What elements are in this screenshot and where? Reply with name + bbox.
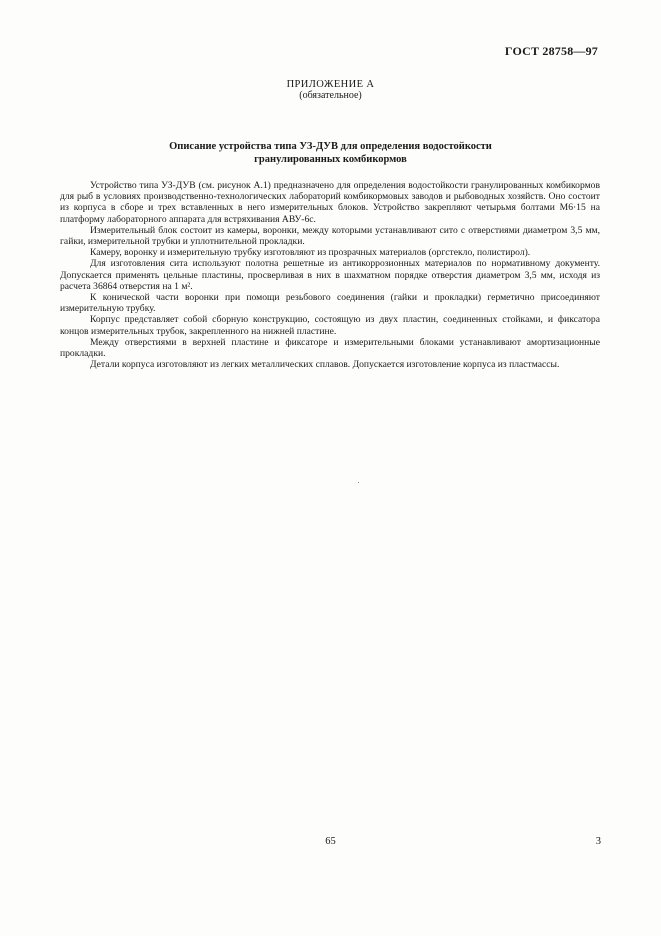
paragraph: Для изготовления сита используют полотна решетные из антикоррозионных материалов по нормативному документу. Допускается применять цельные пластины, просверливая в них в шахматном порядке отверстия диаметром 3,5 мм, исходя из расчета 36864 отверстия на 1 м². [60, 258, 600, 292]
paragraph: Камеру, воронку и измерительную трубку изготовляют из прозрачных материалов (оргстекло, полистирол). [90, 247, 531, 259]
paragraph: Измерительный блок состоит из камеры, воронки, между которыми устанавливают сито с отверстиями диаметром 3,5 мм, гайки, измерительной трубки и уплотнительной прокладки. [60, 224, 600, 248]
appendix-title: ПРИЛОЖЕНИЕ А [286, 79, 375, 90]
standard-code: ГОСТ 28758—97 [504, 44, 598, 58]
appendix-subtitle: (обязательное) [299, 90, 362, 101]
sheet-number: 3 [595, 836, 601, 847]
section-heading-line-1: Описание устройства типа УЗ-ДУВ для определения водостойкости [169, 141, 492, 152]
body-text [60, 180, 600, 370]
paragraph: К конической части воронки при помощи резьбового соединения (гайки и прокладки) герметично присоединяют измерительную трубку. [60, 292, 600, 315]
paragraph: Корпус представляет собой сборную конструкцию, состоящую из двух пластин, соединенных стойками, и фиксатора концов измерительных трубок, закрепленного на нижней пластине. [60, 314, 600, 337]
section-heading-line-2: гранулированных комбикормов [254, 154, 407, 165]
paragraph: Устройство типа УЗ-ДУВ (см. рисунок А.1) предназначено для определения водостойкости гранулированных комбикормов для рыб в условиях производственно-технологических лабораторий комбикормовых заводов и рыбоводных хозяйств. Оно состоит из корпуса в сборе и трех вставленных в него измерительных блоков. Устройство закрепляют четырьмя болтами М6·15 на платформу лабораторного аппарата для встряхивания АВУ-6с. [60, 180, 600, 225]
paragraph: Между отверстиями в верхней пластине и фиксаторе и измерительными блоками устанавливают амортизационные прокладки. [60, 336, 600, 360]
page-number: 65 [325, 836, 336, 847]
appendix-header [0, 79, 661, 101]
scan-speck [358, 482, 359, 483]
paragraph: Детали корпуса изготовляют из легких металлических сплавов. Допускается изготовление корпуса из пластмассы. [90, 359, 560, 371]
section-heading [60, 140, 601, 166]
